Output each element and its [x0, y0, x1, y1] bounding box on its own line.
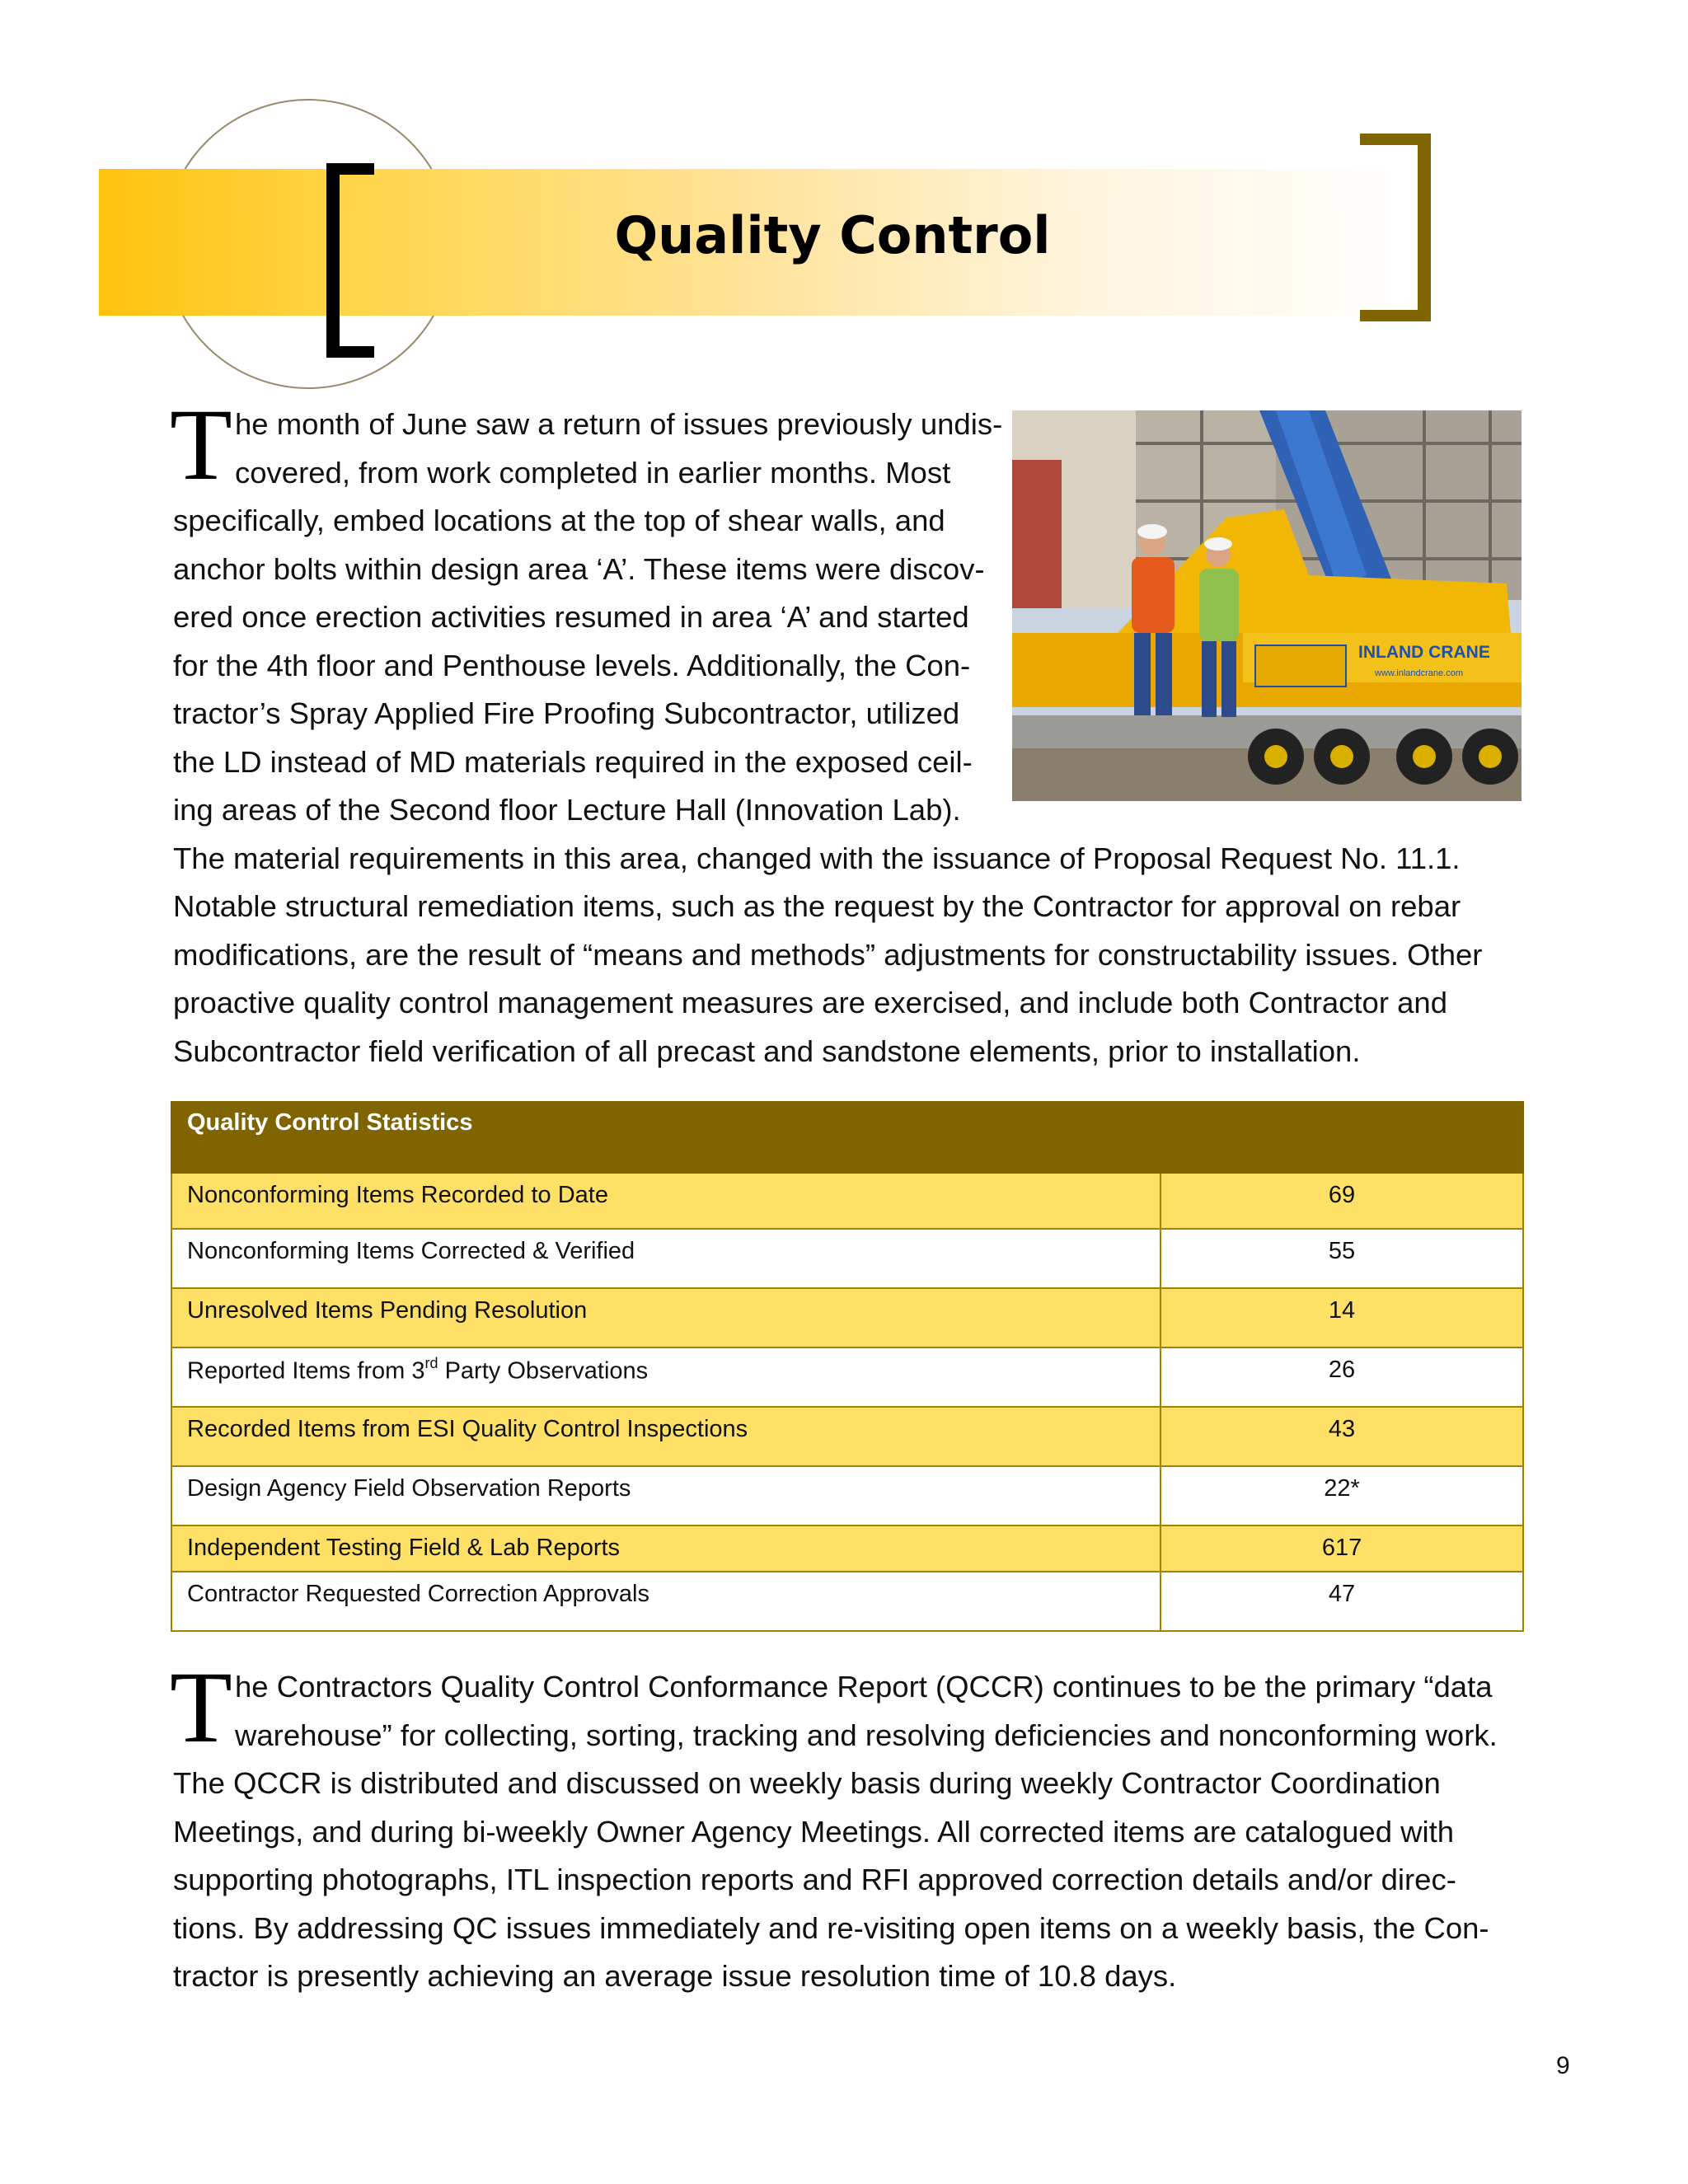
row-label: Nonconforming Items Recorded to Date [171, 1173, 1160, 1229]
closing-line: Meetings, and during bi-weekly Owner Agency Meetings. All corrected items are catalogued with [173, 1814, 1455, 1849]
row-value: 55 [1160, 1229, 1523, 1288]
closing-line: supporting photographs, ITL inspection reports and RFI approved correction details and/or direc- [173, 1863, 1456, 1896]
row-label [171, 1347, 1160, 1407]
closing-drop-cap: T [170, 1651, 232, 1764]
closing-line: tractor is presently achieving an average issue resolution time of 10.8 days. [173, 1959, 1177, 1993]
row-label: Independent Testing Field & Lab Reports [171, 1526, 1160, 1572]
crane-url-text: www.inlandcrane.com [1375, 668, 1463, 678]
intro-line: tractor’s Spray Applied Fire Proofing Subcontractor, utilized [173, 696, 960, 730]
row-value: 617 [1160, 1526, 1523, 1572]
intro-line: the LD instead of MD materials required in the exposed ceil- [173, 744, 973, 779]
closing-line: warehouse” for collecting, sorting, tracking and resolving deficiencies and nonconforming work. [235, 1718, 1498, 1752]
row-label-superscript: rd [424, 1355, 438, 1371]
crane-workers-photo [1012, 410, 1522, 801]
page-title: Quality Control [614, 205, 1051, 265]
intro-drop-cap: T [170, 388, 232, 501]
crane-brand-text: INLAND CRANE [1358, 643, 1490, 662]
row-value: 43 [1160, 1407, 1523, 1466]
table-row [171, 1288, 1523, 1347]
closing-line: The QCCR is distributed and discussed on weekly basis during weekly Contractor Coordination [173, 1766, 1441, 1800]
row-value: 26 [1160, 1347, 1523, 1407]
table-row [171, 1572, 1523, 1631]
row-label: Nonconforming Items Corrected & Verified [171, 1229, 1160, 1288]
intro-line: modifications, are the result of “means and methods” adjustments for constructability issues. Other [173, 937, 1483, 972]
row-label: Contractor Requested Correction Approvals [171, 1572, 1160, 1631]
row-label-text: Party Observations [438, 1357, 649, 1385]
row-value: 14 [1160, 1288, 1523, 1347]
row-label-text: Reported Items from 3 [187, 1357, 425, 1385]
intro-line: covered, from work completed in earlier months. Most [235, 455, 951, 490]
intro-line: for the 4th floor and Penthouse levels. Additionally, the Con- [173, 648, 971, 682]
intro-line: anchor bolts within design area ‘A’. These items were discov- [173, 551, 985, 586]
intro-line: proactive quality control management measures are exercised, and include both Contractor and [173, 986, 1448, 1019]
row-value: 22* [1160, 1466, 1523, 1526]
intro-line: specifically, embed locations at the top of shear walls, and [173, 504, 945, 537]
intro-line: Subcontractor field verification of all precast and sandstone elements, prior to installation. [173, 1033, 1361, 1068]
row-label: Design Agency Field Observation Reports [171, 1466, 1160, 1526]
left-bracket-decoration [326, 163, 374, 358]
closing-line: he Contractors Quality Control Conformance Report (QCCR) continues to be the primary “data [235, 1670, 1493, 1704]
intro-line: ing areas of the Second floor Lecture Hall (Innovation Lab). [173, 793, 961, 827]
table-row [171, 1347, 1523, 1407]
table-header-row [171, 1102, 1523, 1173]
intro-line: Notable structural remediation items, such as the request by the Contractor for approval on rebar [173, 889, 1461, 923]
table-row [171, 1173, 1523, 1229]
table-row [171, 1526, 1523, 1572]
page-number: 9 [1556, 2052, 1570, 2079]
closing-line: tions. By addressing QC issues immediately and re-visiting open items on a weekly basis, the Con- [173, 1910, 1489, 1945]
closing-paragraph [173, 1663, 1498, 2001]
table-header-cell: Quality Control Statistics [171, 1102, 1523, 1173]
right-bracket-decoration [1360, 134, 1431, 321]
row-label: Recorded Items from ESI Quality Control Inspections [171, 1407, 1160, 1466]
intro-line: he month of June saw a return of issues previously undis- [235, 407, 1003, 441]
table-row [171, 1407, 1523, 1466]
table-row [171, 1229, 1523, 1288]
quality-control-statistics-table [171, 1101, 1524, 1632]
table-row [171, 1466, 1523, 1526]
intro-line: ered once erection activities resumed in area ‘A’ and started [173, 600, 969, 634]
row-value: 47 [1160, 1572, 1523, 1631]
row-value: 69 [1160, 1173, 1523, 1229]
intro-line: The material requirements in this area, changed with the issuance of Proposal Request No. 11.1. [173, 841, 1461, 875]
row-label: Unresolved Items Pending Resolution [171, 1288, 1160, 1347]
